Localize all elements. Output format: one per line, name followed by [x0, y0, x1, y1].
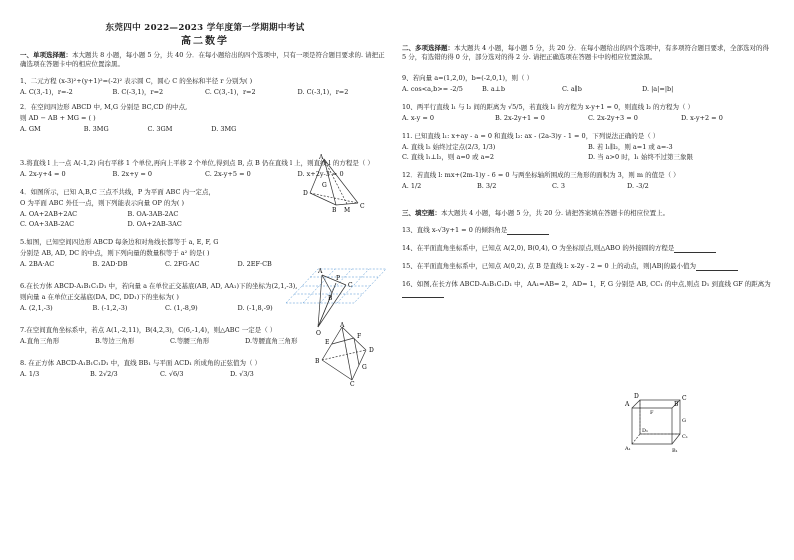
tetra2-label-f: F: [357, 333, 362, 340]
q3-option-b: B. 2x+y = 0: [112, 170, 153, 178]
cube-label-f: F: [650, 410, 654, 416]
q6-option-d: D. (-1,8,-9): [237, 304, 273, 312]
q3-stem: 3.将直线 l 上一点 A(-1,2) 向右平移 1 个单位,再向上平移 2 个单位,得到点 B, 点 B 仍在直线 l 上，则直线 l 的方程是（ ）: [20, 159, 374, 167]
q13-text: 13、直线 x-√3y+1 = 0 的倾斜角是: [402, 226, 508, 234]
q8-option-a: A. 1/3: [20, 370, 40, 378]
tetra2-label-d: D: [369, 347, 374, 354]
q3-option-c: C. 2x-y+5 = 0: [205, 170, 251, 178]
q9-stem: 9、若向量 a=(1,2,0)，b=(-2,0,1)，则（ ）: [402, 74, 534, 82]
q6-option-a: A. (2,1,-3): [20, 304, 53, 312]
q7-options: [20, 337, 320, 346]
q12-option-d: D. -3/2: [627, 182, 649, 190]
cube-label-a1: A₁: [625, 446, 631, 452]
part1-heading: 一、单项选择题：: [20, 51, 72, 59]
q7-option-a: A.直角三角形: [20, 337, 60, 345]
tetra-label-a: A: [319, 154, 324, 161]
q13-answer-blank: [507, 227, 549, 235]
q15-answer-blank: [696, 263, 738, 271]
q4-stem: 4．如图所示，已知 A,B,C 三点不共线，P 为平面 ABC 内一定点，: [20, 188, 215, 196]
q4-options-row1: [20, 210, 235, 219]
part1-instructions: [20, 51, 390, 69]
q2-stem: 2．在空间四边形 ABCD 中, M,G 分别是 BC,CD 的中点,: [20, 103, 188, 111]
q14-answer-blank: [674, 245, 716, 253]
part1-desc: 本大题共 8 小题，每小题 5 分，共 40 分．在每小题给出的四个选项中，只有一项是符合题目要求的. 请把正确选项在答题卡中的相应位置涂黑。: [20, 51, 385, 68]
q8-stem: 8. 在正方体 ABCD-A₁B₁C₁D₁ 中，直线 BB₁ 与平面 ACD₁ 所成角的正弦值为（ ）: [20, 359, 262, 367]
cube-label-a: A: [625, 401, 630, 408]
tetra2-label-g: G: [362, 364, 367, 371]
cube-label-d1: D₁: [642, 428, 649, 434]
q16: [402, 280, 774, 298]
q10-option-a: A. x-y = 0: [402, 114, 434, 122]
q5-options: [20, 260, 310, 269]
q11-options-row1: [402, 143, 774, 152]
q16-answer-blank: [402, 290, 444, 298]
q11-option-c: C. 直线 l₁⊥l₂，则 a=0 或 a=2: [402, 153, 495, 161]
q7-option-d: D.等腰直角三角形: [245, 337, 298, 345]
cube-label-g: G: [682, 418, 686, 424]
q11-option-b: B. 若 l₁∥l₂，则 a=1 或 a=-3: [588, 143, 673, 151]
q2-option-d: D. 3MG: [211, 125, 237, 133]
q1-option-b: B. C(-3,1)，r=2: [112, 88, 164, 96]
q12-stem: 12．若直线 l: mx+(2m-1)y - 6 = 0 与两坐标轴所围成的三角形的面积为 3，则 m 的值是（ ）: [402, 171, 680, 179]
q6-stem2: 则向量 a 在单位正交基底(DA, DC, DD₁)下的坐标为( ): [20, 293, 179, 301]
exam-title: 东莞四中 2022—2023 学年度第一学期期中考试: [105, 23, 305, 33]
q11-option-d: D. 当 a>0 时，l₁ 始终不过第三象限: [588, 153, 693, 161]
q8-options: [20, 370, 300, 379]
q15-text: 15、在平面直角坐标系中，已知点 A(0,2), 点 B 是直线 l: x-2y - 2 = 0 上的动点，则|AB|的最小值为: [402, 262, 697, 270]
q2-option-b: B. 3MG: [83, 125, 109, 133]
tetrahedron-figure: [302, 153, 372, 213]
q8-option-d: D. √3/3: [230, 370, 254, 378]
tetra2-label-b: B: [315, 358, 320, 365]
part2-heading: 二、多项选择题：: [402, 44, 454, 52]
plane-label-p: P: [336, 275, 341, 282]
q5-stem2: 分别是 AB, AD, DC 的中点，则下列向量的数量积等于 a² 的是( ): [20, 249, 210, 257]
q3-option-d: D. x+2y-3 = 0: [297, 170, 344, 178]
part3-desc: 本大题共 4 小题，每小题 5 分，共 20 分. 请把答案填在答题卡的相应位置上。: [441, 209, 670, 217]
q1-option-d: D. C(-3,1)，r=2: [297, 88, 349, 96]
q11-stem: 11. 已知直线 l₁: x+ay - a = 0 和直线 l₂: ax - (2a-3)y - 1 = 0，下列说法正确的是（ ）: [402, 132, 660, 140]
q6-stem: 6.在长方体 ABCD-A₁B₁C₁D₁ 中，若向量 a 在单位正交基底(AB, AD, AA₁)下的坐标为(2,1,-3),: [20, 282, 298, 290]
q12-option-c: C. 3: [552, 182, 566, 190]
q9-option-b: B. a⊥b: [482, 85, 506, 93]
q13: [402, 226, 774, 235]
q4-options-row2: [20, 220, 235, 229]
q7-stem: 7.在空间直角坐标系中，若点 A(1,-2,11)，B(4,2,3)，C(6,-1,4)，则△ABC 一定是（ ）: [20, 326, 277, 334]
cube-label-d: D: [634, 393, 639, 400]
q12-option-b: B. 3/2: [477, 182, 497, 190]
q3-option-a: A. 2x-y+4 = 0: [20, 170, 66, 178]
q4-option-c: C. OA+3AB-2AC: [20, 220, 75, 228]
q2-stem2: 则 AD − AB + MG = ( ): [20, 114, 96, 122]
tetra2-label-a: A: [340, 322, 345, 329]
q9-option-c: C. a∥b: [562, 85, 582, 93]
q6-option-c: C. (1,-8,9): [165, 304, 198, 312]
q9-option-d: D. |a|=|b|: [642, 85, 674, 93]
right-column: [402, 44, 774, 300]
q15: [402, 262, 774, 271]
q12-options: [402, 182, 702, 191]
q2-option-c: C. 3GM: [147, 125, 173, 133]
q4-option-a: A. OA+2AB+2AC: [20, 210, 78, 218]
plane-label-o: O: [316, 330, 321, 335]
q4-stem2: O 为平面 ABC 外任一点，则下列能表示向量 OP 的为( ): [20, 199, 185, 207]
q11-option-a: A. 直线 l₂ 始终过定点(2/3, 1/3): [402, 143, 496, 151]
part2-instructions: [402, 44, 774, 62]
q4-option-d: D. OA+2AB-3AC: [127, 220, 182, 228]
part3-heading: 三、填空题：: [402, 209, 441, 217]
tetra-label-d: D: [303, 190, 308, 197]
q4-option-b: B. OA-3AB-2AC: [127, 210, 179, 218]
tetra-label-m: M: [344, 207, 351, 213]
q8-option-c: C. √6/3: [160, 370, 184, 378]
tetra2-label-c: C: [350, 381, 355, 386]
q10-stem: 10、两平行直线 l₁ 与 l₂ 间的距离为 √5/5，若直线 l₁ 的方程为 x-y+1 = 0，则直线 l₂ 的方程为（ ）: [402, 103, 695, 111]
plane-label-c: C: [348, 282, 353, 289]
q6-option-b: B. (-1,2,-3): [92, 304, 128, 312]
tetrahedron-midpoint-figure: [314, 322, 388, 386]
q11-options-row2: [402, 153, 774, 162]
tetra-label-b: B: [332, 207, 337, 213]
q2-option-a: A. GM: [20, 125, 41, 133]
q6-options: [20, 304, 310, 313]
cube-label-b: B: [674, 401, 679, 408]
q2-options: [20, 125, 275, 134]
q1-options: [20, 88, 390, 97]
q1-option-c: C. C(3,-1)，r=2: [205, 88, 256, 96]
part3-instructions: [402, 209, 774, 218]
q7-option-c: C.等腰三角形: [170, 337, 210, 345]
cube-label-c: C: [682, 395, 687, 402]
q5-option-a: A. 2BA·AC: [20, 260, 55, 268]
q9-option-a: A. cos<a,b>= -2/5: [402, 85, 463, 93]
q12-option-a: A. 1/2: [402, 182, 422, 190]
q5-option-b: B. 2AD·DB: [92, 260, 128, 268]
q9-options: [402, 85, 722, 94]
q10-options: [402, 114, 774, 123]
plane-label-a: A: [318, 268, 323, 275]
q10-option-c: C. 2x-2y+3 = 0: [588, 114, 638, 122]
part2-desc: 本大题共 4 小题，每小题 5 分，共 20 分．在每小题给出的四个选项中，有多项符合题目要求，全部选对的得 5 分，有选错的得 0 分，部分选对的得 2 分. 请把正确选项在答题卡中的相应位置涂黑。: [402, 44, 769, 61]
q10-option-b: B. 2x-2y+1 = 0: [495, 114, 545, 122]
exam-subtitle: 高二数学: [181, 36, 229, 47]
q7-option-b: B.等边三角形: [95, 337, 135, 345]
q5-option-c: C. 2FG·AC: [165, 260, 200, 268]
q8-option-b: B. 2√2/3: [90, 370, 118, 378]
cuboid-figure: [624, 392, 694, 454]
cube-label-c1: C₁: [682, 434, 688, 440]
q5-stem: 5.如图，已知空间四边形 ABCD 每条边和对角线长都等于 a, E, F, G: [20, 238, 219, 246]
q14-text: 14、在平面直角坐标系中，已知点 A(2,0), B(0,4), O 为坐标原点,则△ABO 的外接圆的方程是: [402, 244, 675, 252]
plane-label-b: B: [328, 295, 333, 302]
q5-option-d: D. 2EF·CB: [237, 260, 272, 268]
q14: [402, 244, 774, 253]
q16-text: 16、如图,在长方体 ABCD-A₁B₁C₁D₁ 中，AA₁=AB= 2，AD= 1，F, G 分别是 AB, CC₁ 的中点,则点 D₁ 到直线 GF 的距离为: [402, 280, 771, 288]
q1-stem: 1、二元方程 (x-3)²+(y+1)²=(-2)² 表示圆 C，圆心 C 的坐标和半径 r 分别为( ): [20, 77, 253, 85]
tetra-label-c: C: [360, 203, 365, 210]
q10-option-d: D. x-y+2 = 0: [681, 114, 723, 122]
tetra2-label-e: E: [325, 339, 330, 346]
q1-option-a: A. C(3,-1)，r=-2: [20, 88, 73, 96]
cube-label-b1: B₁: [672, 448, 678, 454]
tetra-label-g: G: [322, 182, 327, 189]
